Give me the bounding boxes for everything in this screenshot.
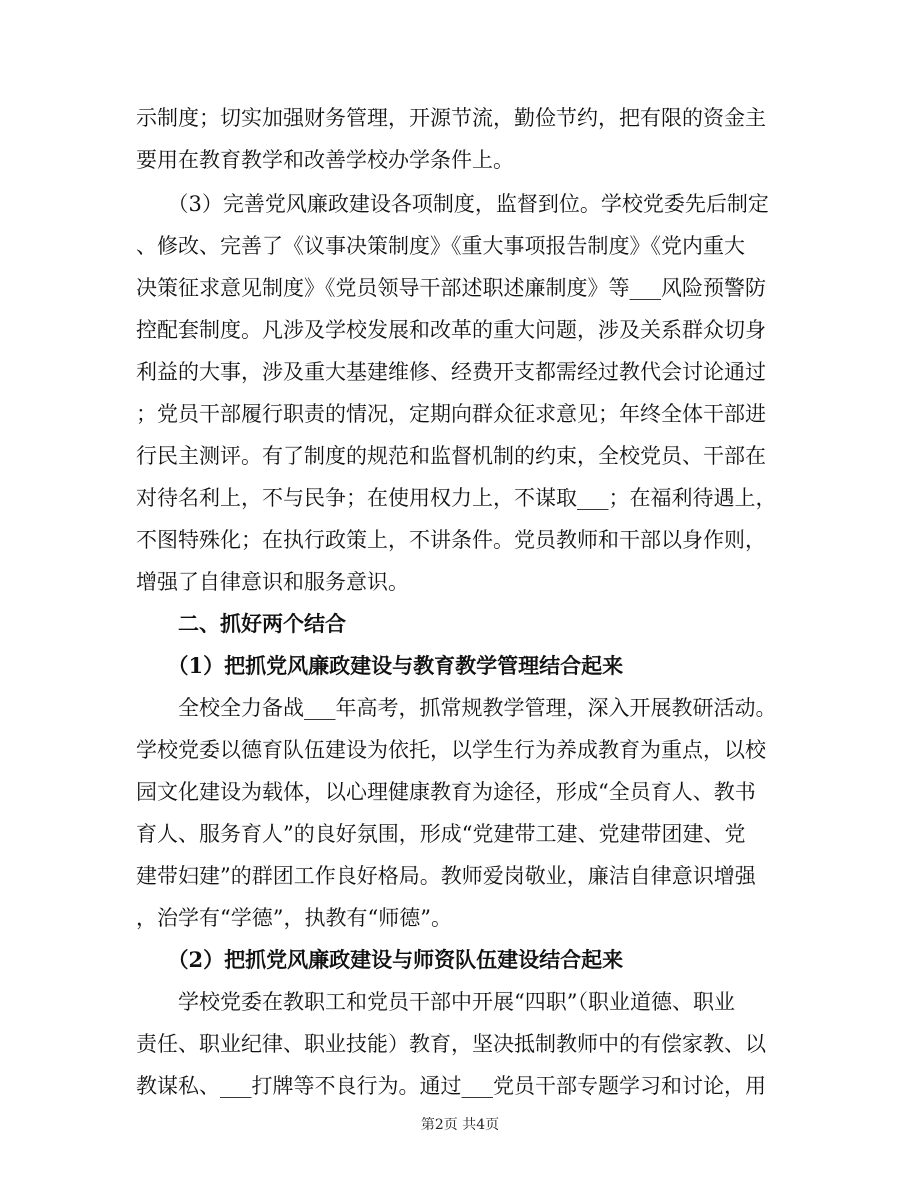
paragraph-line: 园文化建设为载体，以心理健康教育为途径，形成“全员育人、教书 [136,780,756,804]
subsection-heading: （2）把抓党风廉政建设与师资队伍建设结合起来 [136,947,624,972]
paragraph-line: 育人、服务育人”的良好氛围，形成“党建带工建、党建带团建、党 [136,822,746,846]
page-number-footer: 第2页 共4页 [420,1117,500,1133]
paragraph-line: 责任、职业纪律、职业技能）教育，坚决抵制教师中的有偿家教、以 [136,1032,766,1056]
paragraph-line: 不图特殊化；在执行政策上，不讲条件。党员教师和干部以身作则， [136,528,766,552]
paragraph-line: 控配套制度。凡涉及学校发展和改革的重大问题，涉及关系群众切身 [136,318,766,342]
paragraph-line: 示制度；切实加强财务管理，开源节流，勤俭节约，把有限的资金主 [136,106,766,130]
paragraph-line: 对待名利上，不与民争；在使用权力上，不谋取___；在福利待遇上， [136,486,776,510]
paragraph-line: 要用在教育教学和改善学校办学条件上。 [136,148,514,172]
paragraph-line: 学校党委在教职工和党员干部中开展“四职”（职业道德、职业 [136,990,735,1014]
paragraph-line: 、修改、完善了《议事决策制度》《重大事项报告制度》《党内重大 [136,234,745,258]
section-heading: 二、抓好两个结合 [136,611,346,636]
paragraph-line: ，治学有“学德”，执教有“师德”。 [136,906,452,930]
paragraph-line: 决策征求意见制度》《党员领导干部述职述廉制度》等___风险预警防 [136,276,766,300]
subsection-heading: （1）把抓党风廉政建设与教育教学管理结合起来 [136,653,624,678]
paragraph-line: 学校党委以德育队伍建设为依托，以学生行为养成教育为重点，以校 [136,738,766,762]
paragraph-line: 利益的大事，涉及重大基建维修、经费开支都需经过教代会讨论通过 [136,360,766,384]
paragraph-line: 增强了自律意识和服务意识。 [136,570,409,594]
paragraph-line: 全校全力备战___年高考，抓常规教学管理，深入开展教研活动。 [136,696,776,720]
paragraph-line: （3）完善党风廉政建设各项制度，监督到位。学校党委先后制定 [136,192,769,216]
paragraph-line: 建带妇建”的群团工作良好格局。教师爱岗敬业，廉洁自律意识增强 [136,864,756,888]
paragraph-line: ；党员干部履行职责的情况，定期向群众征求意见；年终全体干部进 [136,402,766,426]
paragraph-line: 行民主测评。有了制度的规范和监督机制的约束，全校党员、干部在 [136,444,766,468]
paragraph-line: 教谋私、___打牌等不良行为。通过___党员干部专题学习和讨论，用 [136,1074,766,1098]
